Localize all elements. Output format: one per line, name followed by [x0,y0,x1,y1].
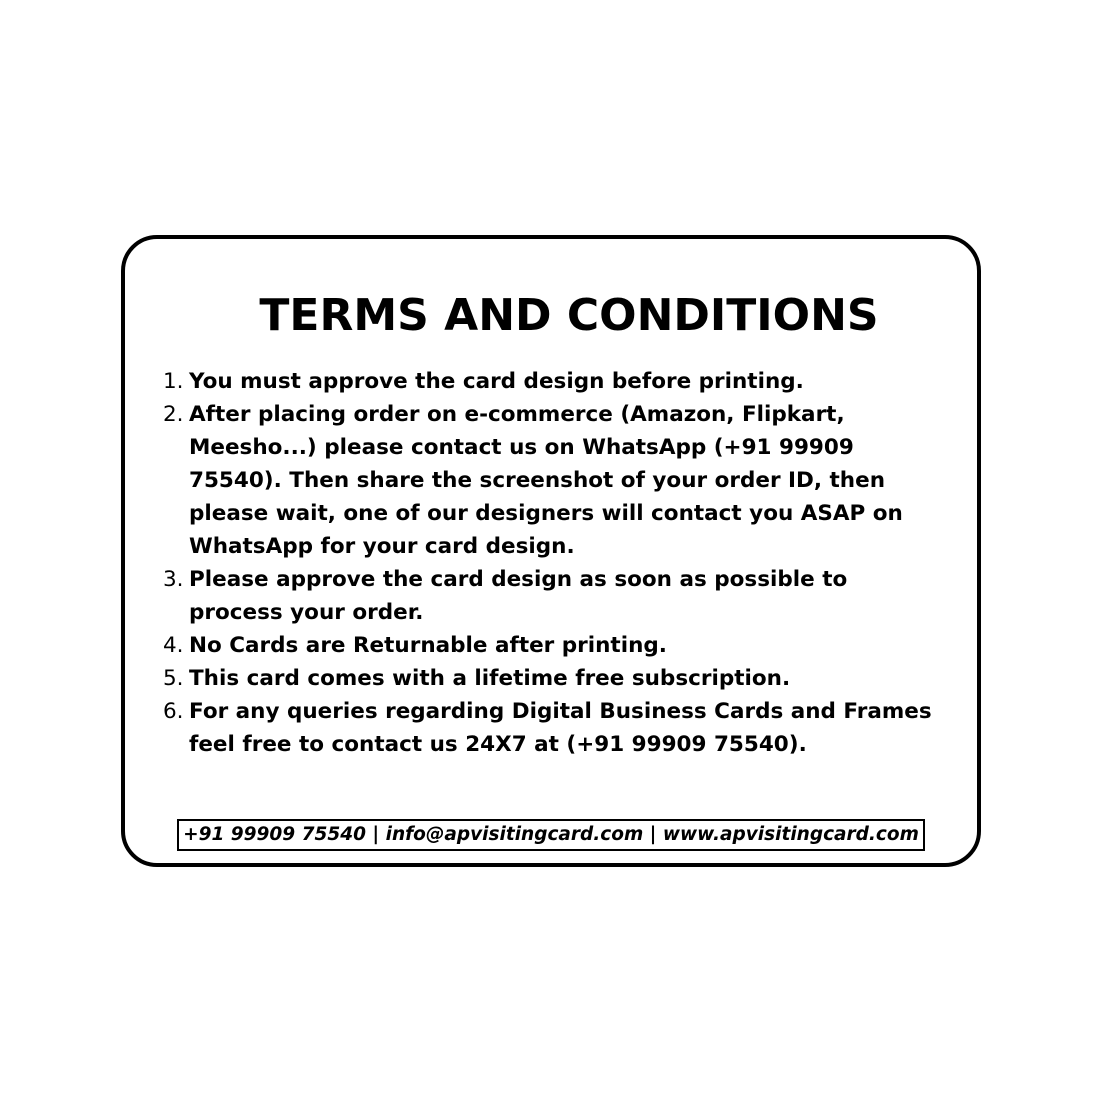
term-item [165,695,945,761]
term-item [165,398,945,563]
term-item [165,662,945,695]
term-text: This card comes with a lifetime free subscription. [189,666,791,691]
contact-box: +91 99909 75540 | info@apvisitingcard.com | www.apvisitingcard.com [177,819,925,851]
term-number: 6. [163,699,184,724]
term-number: 1. [163,369,184,394]
term-text: After placing order on e-commerce (Amazon, Flipkart, Meesho...) please contact us on WhatsApp (+91 99909 75540). Then share the screenshot of your order ID, then please wait, one of our designers will contact you ASAP on WhatsApp for your card design. [189,402,903,559]
term-number: 5. [163,666,184,691]
term-text: No Cards are Returnable after printing. [189,633,667,658]
term-number: 3. [163,567,184,592]
terms-list [165,365,945,761]
term-number: 4. [163,633,184,658]
term-text: You must approve the card design before printing. [189,369,804,394]
term-item [165,563,945,629]
terms-card [121,235,981,867]
term-number: 2. [163,402,184,427]
term-text: Please approve the card design as soon as possible to process your order. [189,567,848,625]
card-title: TERMS AND CONDITIONS [259,290,879,341]
term-text: For any queries regarding Digital Business Cards and Frames feel free to contact us 24X7 at (+91 99909 75540). [189,699,932,757]
term-item [165,365,945,398]
term-item [165,629,945,662]
